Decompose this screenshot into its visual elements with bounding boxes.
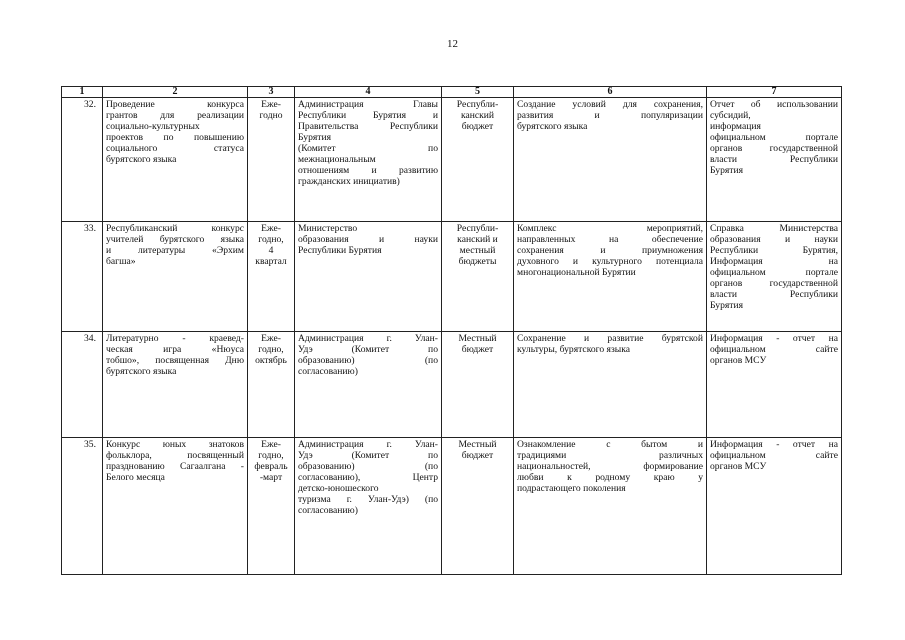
report-form-cell-line: Бурятия <box>710 300 744 311</box>
executor-cell-line: согласованию) <box>298 505 358 516</box>
executor-cell-line: образованию) (по <box>298 461 438 472</box>
report-form-cell-line: официальном портале <box>710 132 838 143</box>
event-cell <box>103 332 248 438</box>
executor-cell-line: туризма г. Улан-Удэ) (по <box>298 494 438 505</box>
period-cell-line: февраль <box>254 461 288 472</box>
table-row <box>62 332 842 438</box>
period-cell <box>248 332 295 438</box>
period-cell-line: годно <box>259 110 283 121</box>
period-cell <box>248 222 295 332</box>
event-cell <box>103 438 248 575</box>
expected-result-cell-line: развития и популяризации <box>517 110 703 121</box>
report-form-cell <box>707 222 842 332</box>
event-cell-line: и литературы «Эрхим <box>106 245 244 256</box>
report-form-cell <box>707 438 842 575</box>
period-cell <box>248 98 295 222</box>
report-form-cell <box>707 332 842 438</box>
executor-cell-line: отношениям и развитию <box>298 165 438 176</box>
event-cell-line: социального статуса <box>106 143 244 154</box>
report-form-cell-line: официальном сайте <box>710 450 838 461</box>
header-col-6: 6 <box>514 87 707 98</box>
event-cell-line: ческая игра «Нюуса <box>106 344 244 355</box>
executor-cell-line: Администрация Главы <box>298 99 438 110</box>
report-form-cell-line: официальном сайте <box>710 344 838 355</box>
report-form-cell-line: власти Республики <box>710 154 838 165</box>
funding-source-cell-line: канский <box>460 110 495 121</box>
report-form-cell-line: субсидий, <box>710 110 751 121</box>
period-cell-line: годно, <box>258 450 284 461</box>
executor-cell-line: согласованию) <box>298 366 358 377</box>
period-cell-line: 4 <box>268 245 274 256</box>
executor-cell-line: Правительства Республики <box>298 121 438 132</box>
executor-cell-line: Республики Бурятия <box>298 245 382 256</box>
header-col-4: 4 <box>295 87 442 98</box>
report-form-cell-line: органов МСУ <box>710 355 767 366</box>
executor-cell-line: детско-юношеского <box>298 483 379 494</box>
event-cell-line: бурятского языка <box>106 154 177 165</box>
executor-cell-line: образованию) (по <box>298 355 438 366</box>
period-cell-line: Еже- <box>261 223 281 234</box>
report-form-cell-line: власти Республики <box>710 289 838 300</box>
period-cell-line: Еже- <box>261 439 281 450</box>
executor-cell <box>295 438 442 575</box>
expected-result-cell-line: любви к родному краю у <box>517 472 703 483</box>
expected-result-cell-line: национальностей, формирование <box>517 461 703 472</box>
table-row <box>62 438 842 575</box>
report-form-cell-line: органов МСУ <box>710 461 767 472</box>
funding-source-cell <box>442 222 514 332</box>
expected-result-cell-line: сохранения и приумножения <box>517 245 703 256</box>
table-row <box>62 222 842 332</box>
row-number: 32. <box>62 98 103 222</box>
report-form-cell-line: Республики Бурятия, <box>710 245 838 256</box>
report-form-cell-line: Справка Министерства <box>710 223 838 234</box>
event-cell-line: учителей бурятского языка <box>106 234 244 245</box>
funding-source-cell-line: Местный <box>458 439 497 450</box>
period-cell-line: октябрь <box>255 355 287 366</box>
funding-source-cell-line: Местный <box>458 333 497 344</box>
event-cell-line: багша» <box>106 256 136 267</box>
event-cell <box>103 98 248 222</box>
executor-cell <box>295 332 442 438</box>
executor-cell-line: (Комитет по <box>298 143 438 154</box>
executor-cell-line: гражданских инициатив) <box>298 176 400 187</box>
funding-source-cell <box>442 332 514 438</box>
report-form-cell-line: органов государственной <box>710 278 838 289</box>
header-col-2: 2 <box>103 87 248 98</box>
executor-cell-line: Удэ (Комитет по <box>298 344 438 355</box>
period-cell-line: Еже- <box>261 333 281 344</box>
header-col-3: 3 <box>248 87 295 98</box>
event-cell-line: Литературно - краевед- <box>106 333 244 344</box>
event-cell <box>103 222 248 332</box>
report-form-cell-line: образования и науки <box>710 234 838 245</box>
event-cell-line: Проведение конкурса <box>106 99 244 110</box>
period-cell-line: годно, <box>258 344 284 355</box>
report-form-cell-line: Информация - отчет на <box>710 439 838 450</box>
executor-cell-line: Удэ (Комитет по <box>298 450 438 461</box>
expected-result-cell-line: многонациональной Бурятии <box>517 267 636 278</box>
funding-source-cell <box>442 98 514 222</box>
header-row <box>62 87 842 98</box>
expected-result-cell-line: подрастающего поколения <box>517 483 626 494</box>
funding-source-cell-line: местный <box>459 245 496 256</box>
expected-result-cell-line: бурятского языка <box>517 121 588 132</box>
event-cell-line: Республиканский конкурс <box>106 223 244 234</box>
plan-table <box>61 86 842 575</box>
executor-cell-line: Министерство <box>298 223 358 234</box>
header-col-1: 1 <box>62 87 103 98</box>
expected-result-cell <box>514 332 707 438</box>
event-cell-line: социально-культурных <box>106 121 200 132</box>
executor-cell-line: межнациональным <box>298 154 376 165</box>
executor-cell <box>295 222 442 332</box>
header-col-5: 5 <box>442 87 514 98</box>
executor-cell-line: образования и науки <box>298 234 438 245</box>
expected-result-cell-line: Сохранение и развитие бурятской <box>517 333 703 344</box>
period-cell-line: годно, <box>258 234 284 245</box>
event-cell-line: бурятского языка <box>106 366 177 377</box>
funding-source-cell-line: бюджет <box>461 121 494 132</box>
table-row <box>62 98 842 222</box>
expected-result-cell-line: Ознакомление с бытом и <box>517 439 703 450</box>
expected-result-cell-line: направленных на обеспечение <box>517 234 703 245</box>
expected-result-cell <box>514 98 707 222</box>
event-cell-line: Белого месяца <box>106 472 165 483</box>
event-cell-line: фольклора, посвященный <box>106 450 244 461</box>
row-number: 33. <box>62 222 103 332</box>
expected-result-cell-line: Создание условий для сохранения, <box>517 99 703 110</box>
executor-cell-line: Администрация г. Улан- <box>298 333 438 344</box>
event-cell-line: проектов по повышению <box>106 132 244 143</box>
funding-source-cell-line: Республи- <box>456 99 499 110</box>
funding-source-cell-line: канский и <box>457 234 498 245</box>
report-form-cell <box>707 98 842 222</box>
funding-source-cell-line: бюджет <box>461 344 494 355</box>
event-cell-line: тобшо», посвященная Дню <box>106 355 244 366</box>
period-cell <box>248 438 295 575</box>
report-form-cell-line: Информация на <box>710 256 838 267</box>
executor-cell-line: Бурятия <box>298 132 332 143</box>
page-number: 12 <box>447 38 458 50</box>
funding-source-cell-line: бюджеты <box>458 256 497 267</box>
event-cell-line: Конкурс юных знатоков <box>106 439 244 450</box>
period-cell-line: Еже- <box>261 99 281 110</box>
expected-result-cell-line: традициями различных <box>517 450 703 461</box>
funding-source-cell <box>442 438 514 575</box>
expected-result-cell-line: Комплекс мероприятий, <box>517 223 703 234</box>
expected-result-cell-line: культуры, бурятского языка <box>517 344 630 355</box>
expected-result-cell-line: духовного и культурного потенциала <box>517 256 703 267</box>
period-cell-line: -март <box>259 472 283 483</box>
executor-cell <box>295 98 442 222</box>
event-cell-line: грантов для реализации <box>106 110 244 121</box>
report-form-cell-line: органов государственной <box>710 143 838 154</box>
executor-cell-line: Республики Бурятия и <box>298 110 438 121</box>
row-number: 35. <box>62 438 103 575</box>
event-cell-line: празднованию Сагаалгана - <box>106 461 244 472</box>
funding-source-cell-line: бюджет <box>461 450 494 461</box>
expected-result-cell <box>514 222 707 332</box>
report-form-cell-line: официальном портале <box>710 267 838 278</box>
executor-cell-line: согласованию), Центр <box>298 472 438 483</box>
header-col-7: 7 <box>707 87 842 98</box>
report-form-cell-line: Информация - отчет на <box>710 333 838 344</box>
report-form-cell-line: Бурятия <box>710 165 744 176</box>
report-form-cell-line: информация <box>710 121 761 132</box>
expected-result-cell <box>514 438 707 575</box>
report-form-cell-line: Отчет об использовании <box>710 99 838 110</box>
row-number: 34. <box>62 332 103 438</box>
funding-source-cell-line: Республи- <box>456 223 499 234</box>
period-cell-line: квартал <box>255 256 287 267</box>
executor-cell-line: Администрация г. Улан- <box>298 439 438 450</box>
